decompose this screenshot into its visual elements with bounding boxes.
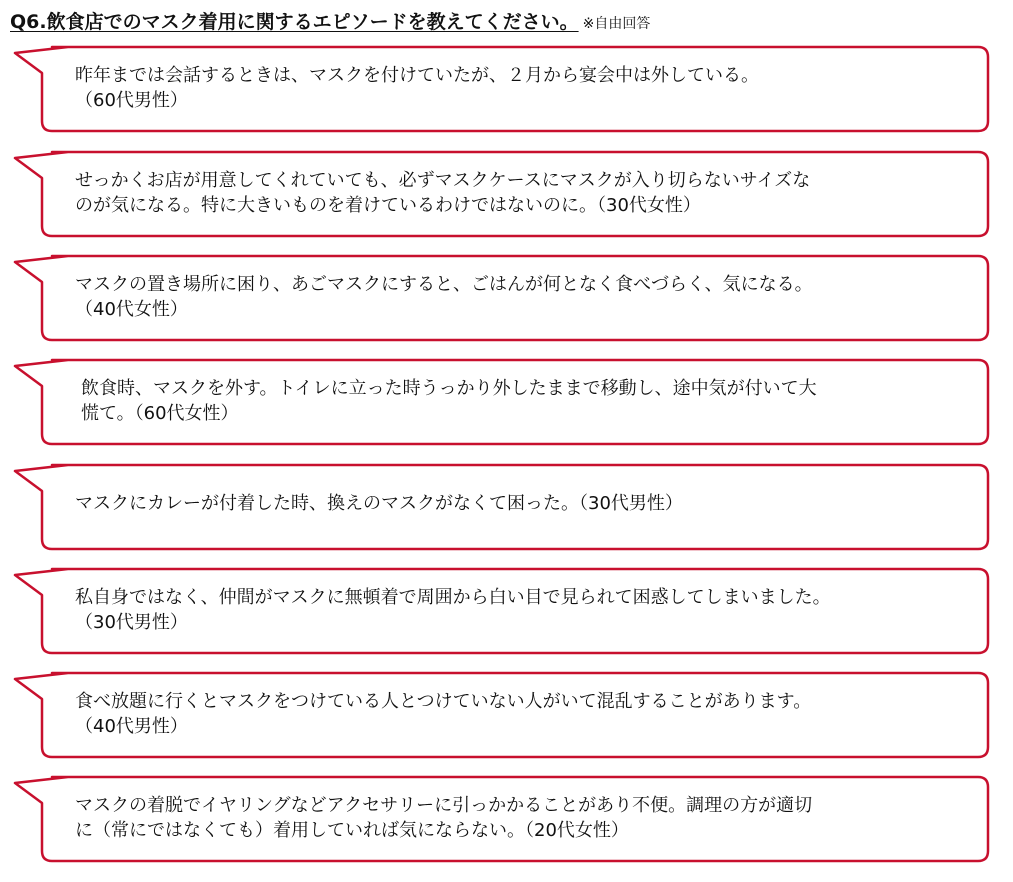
answer-text: マスクの着脱でイヤリングなどアクセサリーに引っかかることがあり不便。調理の方が適切 に（常にではなくても）着用していれば気にならない。（20代女性） (75, 795, 813, 841)
answer-bubble (0, 45, 1013, 135)
answer-text: 飲食時、マスクを外す。トイレに立った時うっかり外したままで移動し、途中気が付いて大 慌て。（60代女性） (81, 378, 817, 424)
answer-bubble (0, 775, 1013, 865)
answer-text: マスクにカレーが付着した時、換えのマスクがなくて困った。（30代男性） (75, 493, 683, 514)
answer-bubble (0, 150, 1013, 240)
answer-text: せっかくお店が用意してくれていても、必ずマスクケースにマスクが入り切らないサイズな のが気になる。特に大きいものを着けているわけではないのに。（30代女性） (75, 170, 811, 216)
question-header (10, 8, 1000, 38)
answer-bubble (0, 671, 1013, 761)
answer-text: 私自身ではなく、仲間がマスクに無頓着で周囲から白い目で見られて困惑してしまいました。 （30代男性） (75, 587, 831, 633)
question-title: Q6.飲食店でのマスク着用に関するエピソードを教えてください。 (10, 11, 579, 33)
free-answer-note: ※自由回答 (582, 16, 651, 32)
answer-bubble (0, 463, 1013, 553)
answer-text: マスクの置き場所に困り、あごマスクにすると、ごはんが何となく食べづらく、気になる。 （40代女性） (75, 274, 813, 320)
answer-bubble (0, 254, 1013, 344)
answer-text: 食べ放題に行くとマスクをつけている人とつけていない人がいて混乱することがあります。 （40代男性） (75, 691, 812, 737)
answer-bubble (0, 358, 1013, 448)
answer-text: 昨年までは会話するときは、マスクを付けていたが、２月から宴会中は外している。 （60代男性） (75, 65, 759, 111)
answer-bubble (0, 567, 1013, 657)
